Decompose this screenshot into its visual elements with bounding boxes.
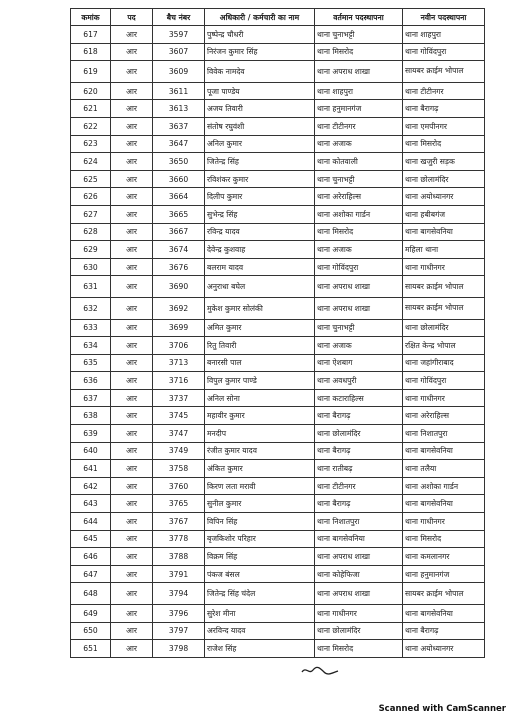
cell-serial: 644 — [71, 513, 111, 531]
cell-rank: आर — [111, 276, 153, 298]
cell-rank: आर — [111, 188, 153, 206]
cell-current-posting: थाना बागसेवनिया — [315, 530, 403, 548]
table-row — [71, 153, 485, 171]
cell-badge: 3706 — [153, 337, 205, 355]
cell-badge: 3716 — [153, 372, 205, 390]
cell-rank: आर — [111, 513, 153, 531]
cell-name: पूजा पाण्डेय — [205, 82, 315, 100]
cell-new-posting: थाना छोलामंदिर — [403, 319, 485, 337]
cell-new-posting: थाना अयोध्यानगर — [403, 188, 485, 206]
cell-new-posting: महिला थाना — [403, 241, 485, 259]
cell-name: जितेन्द्र सिंह चंदेल — [205, 583, 315, 605]
cell-current-posting: थाना अपराध शाखा — [315, 583, 403, 605]
cell-rank: आर — [111, 477, 153, 495]
cell-badge: 3737 — [153, 389, 205, 407]
cell-current-posting: थाना कोतवाली — [315, 153, 403, 171]
cell-name: राजेश सिंह — [205, 640, 315, 658]
cell-badge: 3692 — [153, 297, 205, 319]
cell-name: रितु तिवारी — [205, 337, 315, 355]
header-new-posting: नवीन पदस्थापना — [403, 9, 485, 26]
cell-badge: 3609 — [153, 61, 205, 83]
cell-new-posting: थाना बागसेवनिया — [403, 442, 485, 460]
cell-current-posting: थाना कटाराहिल्स — [315, 389, 403, 407]
cell-new-posting: सायबर क्राईम भोपाल — [403, 61, 485, 83]
cell-rank: आर — [111, 460, 153, 478]
cell-name: रविन्द्र यादव — [205, 223, 315, 241]
cell-rank: आर — [111, 319, 153, 337]
cell-rank: आर — [111, 170, 153, 188]
table-row — [71, 61, 485, 83]
cell-current-posting: थाना अजाक — [315, 337, 403, 355]
table-row — [71, 117, 485, 135]
cell-serial: 649 — [71, 605, 111, 623]
cell-badge: 3597 — [153, 26, 205, 44]
cell-badge: 3613 — [153, 100, 205, 118]
cell-new-posting: थाना अयोध्यानगर — [403, 640, 485, 658]
table-row — [71, 495, 485, 513]
cell-serial: 634 — [71, 337, 111, 355]
cell-name: संतोष रघुवंशी — [205, 117, 315, 135]
cell-badge: 3665 — [153, 205, 205, 223]
header-name: अधिकारी / कर्मचारी का नाम — [205, 9, 315, 26]
cell-badge: 3611 — [153, 82, 205, 100]
cell-name: अनिल सोना — [205, 389, 315, 407]
cell-serial: 638 — [71, 407, 111, 425]
cell-current-posting: थाना ऐशबाग — [315, 354, 403, 372]
cell-rank: आर — [111, 43, 153, 61]
cell-name: देवेन्द्र कुशवाह — [205, 241, 315, 259]
cell-badge: 3765 — [153, 495, 205, 513]
table-row — [71, 354, 485, 372]
table-row — [71, 26, 485, 44]
table-row — [71, 82, 485, 100]
cell-serial: 631 — [71, 276, 111, 298]
cell-rank: आर — [111, 82, 153, 100]
cell-current-posting: थाना बैरागढ़ — [315, 442, 403, 460]
table-row — [71, 297, 485, 319]
table-row — [71, 241, 485, 259]
cell-current-posting: थाना मिसरोद — [315, 223, 403, 241]
cell-serial: 643 — [71, 495, 111, 513]
cell-rank: आर — [111, 442, 153, 460]
cell-name: महावीर कुमार — [205, 407, 315, 425]
cell-rank: आर — [111, 241, 153, 259]
cell-serial: 625 — [71, 170, 111, 188]
cell-current-posting: थाना निशातपुरा — [315, 513, 403, 531]
cell-current-posting: थाना चुनाभट्टी — [315, 170, 403, 188]
transfer-table — [70, 8, 485, 658]
cell-new-posting: थाना कमलानगर — [403, 548, 485, 566]
cell-rank: आर — [111, 205, 153, 223]
table-row — [71, 223, 485, 241]
cell-name: अंकित कुमार — [205, 460, 315, 478]
table-row — [71, 477, 485, 495]
cell-rank: आर — [111, 117, 153, 135]
table-row — [71, 622, 485, 640]
table-row — [71, 605, 485, 623]
cell-current-posting: थाना रातीबढ़ — [315, 460, 403, 478]
cell-serial: 641 — [71, 460, 111, 478]
cell-rank: आर — [111, 223, 153, 241]
cell-current-posting: थाना अपराध शाखा — [315, 276, 403, 298]
cell-name: अनुराधा बघेल — [205, 276, 315, 298]
cell-serial: 636 — [71, 372, 111, 390]
cell-current-posting: थाना चुनाभट्टी — [315, 319, 403, 337]
cell-serial: 632 — [71, 297, 111, 319]
cell-badge: 3749 — [153, 442, 205, 460]
cell-badge: 3713 — [153, 354, 205, 372]
cell-name: सुरेश मीना — [205, 605, 315, 623]
cell-name: रंजीत कुमार यादव — [205, 442, 315, 460]
cell-current-posting: थाना अरेराहिल्स — [315, 188, 403, 206]
cell-rank: आर — [111, 61, 153, 83]
cell-serial: 651 — [71, 640, 111, 658]
cell-current-posting: थाना छोलामंदिर — [315, 425, 403, 443]
cell-serial: 645 — [71, 530, 111, 548]
cell-serial: 627 — [71, 205, 111, 223]
cell-current-posting: थाना बैरागढ़ — [315, 407, 403, 425]
cell-rank: आर — [111, 407, 153, 425]
cell-badge: 3796 — [153, 605, 205, 623]
header-rank: पद — [111, 9, 153, 26]
cell-rank: आर — [111, 297, 153, 319]
cell-current-posting: थाना टीटीनगर — [315, 477, 403, 495]
cell-new-posting: थाना बैरागढ़ — [403, 100, 485, 118]
cell-new-posting: थाना मिसरोद — [403, 135, 485, 153]
cell-badge: 3760 — [153, 477, 205, 495]
cell-rank: आर — [111, 640, 153, 658]
table-row — [71, 460, 485, 478]
cell-badge: 3788 — [153, 548, 205, 566]
cell-name: पुष्पेन्द्र चौधरी — [205, 26, 315, 44]
cell-current-posting: थाना बैरागढ़ — [315, 495, 403, 513]
cell-name: अजय तिवारी — [205, 100, 315, 118]
cell-new-posting: थाना मिसरोद — [403, 530, 485, 548]
cell-new-posting: थाना टीटीनगर — [403, 82, 485, 100]
cell-rank: आर — [111, 622, 153, 640]
table-row — [71, 372, 485, 390]
transfer-list-sheet — [70, 8, 484, 658]
cell-serial: 635 — [71, 354, 111, 372]
cell-badge: 3674 — [153, 241, 205, 259]
cell-serial: 647 — [71, 565, 111, 583]
cell-serial: 633 — [71, 319, 111, 337]
cell-badge: 3745 — [153, 407, 205, 425]
table-row — [71, 205, 485, 223]
cell-serial: 628 — [71, 223, 111, 241]
table-row — [71, 583, 485, 605]
cell-rank: आर — [111, 565, 153, 583]
cell-badge: 3758 — [153, 460, 205, 478]
cell-name: सुभेन्द्र सिंह — [205, 205, 315, 223]
cell-current-posting: थाना अपराध शाखा — [315, 548, 403, 566]
table-row — [71, 319, 485, 337]
cell-new-posting: थाना गोविंदपुरा — [403, 372, 485, 390]
cell-new-posting: सायबर क्राईम भोपाल — [403, 583, 485, 605]
table-row — [71, 170, 485, 188]
cell-serial: 626 — [71, 188, 111, 206]
table-row — [71, 513, 485, 531]
cell-rank: आर — [111, 548, 153, 566]
cell-rank: आर — [111, 135, 153, 153]
cell-current-posting: थाना अपराध शाखा — [315, 297, 403, 319]
cell-new-posting: थाना एमपीनगर — [403, 117, 485, 135]
cell-rank: आर — [111, 425, 153, 443]
cell-name: विपिन सिंह — [205, 513, 315, 531]
cell-badge: 3607 — [153, 43, 205, 61]
cell-serial: 619 — [71, 61, 111, 83]
cell-name: निरंजन कुमार सिंह — [205, 43, 315, 61]
cell-current-posting: थाना गाधीनगर — [315, 605, 403, 623]
table-row — [71, 640, 485, 658]
cell-rank: आर — [111, 337, 153, 355]
cell-name: सुनील कुमार — [205, 495, 315, 513]
table-row — [71, 530, 485, 548]
cell-new-posting: थाना हनुमानगंज — [403, 565, 485, 583]
cell-new-posting: थाना हबीबगंज — [403, 205, 485, 223]
header-badge: बैच नंबर — [153, 9, 205, 26]
cell-new-posting: थाना शाहपुरा — [403, 26, 485, 44]
cell-serial: 639 — [71, 425, 111, 443]
table-row — [71, 425, 485, 443]
cell-name: अनिल कुमार — [205, 135, 315, 153]
cell-badge: 3690 — [153, 276, 205, 298]
cell-new-posting: थाना बागसेवनिया — [403, 605, 485, 623]
cell-serial: 637 — [71, 389, 111, 407]
cell-new-posting: थाना गाधीनगर — [403, 258, 485, 276]
cell-name: बनारसी पाल — [205, 354, 315, 372]
cell-current-posting: थाना चुनाभट्टी — [315, 26, 403, 44]
cell-new-posting: सायबर क्राईम भोपाल — [403, 297, 485, 319]
cell-current-posting: थाना अशोका गार्डन — [315, 205, 403, 223]
cell-name: मनदीप — [205, 425, 315, 443]
cell-current-posting: थाना हनुमानगंज — [315, 100, 403, 118]
cell-current-posting: थाना अजाक — [315, 135, 403, 153]
table-row — [71, 337, 485, 355]
cell-serial: 646 — [71, 548, 111, 566]
cell-rank: आर — [111, 354, 153, 372]
cell-badge: 3791 — [153, 565, 205, 583]
cell-name: बलराम यादव — [205, 258, 315, 276]
table-row — [71, 258, 485, 276]
cell-new-posting: थाना बागसेवनिया — [403, 495, 485, 513]
cell-current-posting: थाना टीटीनगर — [315, 117, 403, 135]
cell-name: किरण लता मरावी — [205, 477, 315, 495]
cell-badge: 3699 — [153, 319, 205, 337]
cell-new-posting: थाना अशोका गार्डन — [403, 477, 485, 495]
cell-name: बृजकिशोर परिहार — [205, 530, 315, 548]
cell-serial: 624 — [71, 153, 111, 171]
cell-serial: 620 — [71, 82, 111, 100]
cell-current-posting: थाना अजाक — [315, 241, 403, 259]
table-row — [71, 548, 485, 566]
table-row — [71, 407, 485, 425]
cell-serial: 622 — [71, 117, 111, 135]
cell-badge: 3767 — [153, 513, 205, 531]
table-row — [71, 188, 485, 206]
scanner-watermark: Scanned with CamScanner — [378, 704, 506, 714]
cell-name: रविशंकर कुमार — [205, 170, 315, 188]
cell-badge: 3650 — [153, 153, 205, 171]
header-current-posting: वर्तमान पदस्थापना — [315, 9, 403, 26]
cell-rank: आर — [111, 258, 153, 276]
cell-rank: आर — [111, 495, 153, 513]
cell-new-posting: थाना खजुरी सड़क — [403, 153, 485, 171]
cell-rank: आर — [111, 605, 153, 623]
cell-serial: 642 — [71, 477, 111, 495]
table-row — [71, 276, 485, 298]
cell-name: मुकेश कुमार सोलंकी — [205, 297, 315, 319]
cell-current-posting: थाना मिसरोद — [315, 43, 403, 61]
cell-new-posting: थाना अरेराहिल्स — [403, 407, 485, 425]
cell-badge: 3647 — [153, 135, 205, 153]
cell-serial: 621 — [71, 100, 111, 118]
cell-serial: 640 — [71, 442, 111, 460]
table-row — [71, 565, 485, 583]
cell-badge: 3797 — [153, 622, 205, 640]
cell-new-posting: थाना तलैया — [403, 460, 485, 478]
cell-rank: आर — [111, 100, 153, 118]
cell-name: विवेक नामदेव — [205, 61, 315, 83]
cell-serial: 650 — [71, 622, 111, 640]
cell-name: अरविन्द यादव — [205, 622, 315, 640]
table-row — [71, 389, 485, 407]
cell-name: अमित कुमार — [205, 319, 315, 337]
cell-name: विक्रम सिंह — [205, 548, 315, 566]
cell-name: दिलीप कुमार — [205, 188, 315, 206]
table-body — [71, 26, 485, 658]
cell-new-posting: थाना गाधीनगर — [403, 389, 485, 407]
cell-name: विपुल कुमार पाण्डे — [205, 372, 315, 390]
cell-badge: 3637 — [153, 117, 205, 135]
cell-rank: आर — [111, 530, 153, 548]
cell-serial: 617 — [71, 26, 111, 44]
cell-new-posting: थाना बैरागढ़ — [403, 622, 485, 640]
cell-badge: 3660 — [153, 170, 205, 188]
cell-name: पंकज बंसल — [205, 565, 315, 583]
table-row — [71, 100, 485, 118]
cell-name: जितेन्द्र सिंह — [205, 153, 315, 171]
cell-serial: 629 — [71, 241, 111, 259]
cell-rank: आर — [111, 153, 153, 171]
cell-new-posting: थाना छोलामंदिर — [403, 170, 485, 188]
cell-serial: 630 — [71, 258, 111, 276]
cell-new-posting: थाना गाधीनगर — [403, 513, 485, 531]
cell-rank: आर — [111, 26, 153, 44]
cell-badge: 3794 — [153, 583, 205, 605]
cell-badge: 3778 — [153, 530, 205, 548]
cell-badge: 3798 — [153, 640, 205, 658]
cell-current-posting: थाना अपराध शाखा — [315, 61, 403, 83]
cell-badge: 3667 — [153, 223, 205, 241]
cell-badge: 3747 — [153, 425, 205, 443]
cell-current-posting: थाना शाहपुरा — [315, 82, 403, 100]
signature-mark — [300, 663, 340, 677]
cell-rank: आर — [111, 583, 153, 605]
cell-current-posting: थाना कोहेफिजा — [315, 565, 403, 583]
cell-new-posting: थाना बागसेवनिया — [403, 223, 485, 241]
cell-serial: 618 — [71, 43, 111, 61]
cell-new-posting: रक्षित केन्द्र भोपाल — [403, 337, 485, 355]
table-row — [71, 135, 485, 153]
table-row — [71, 442, 485, 460]
cell-current-posting: थाना गोविंदपुरा — [315, 258, 403, 276]
cell-new-posting: थाना निशातपुरा — [403, 425, 485, 443]
cell-current-posting: थाना छोलामंदिर — [315, 622, 403, 640]
cell-current-posting: थाना मिसरोद — [315, 640, 403, 658]
cell-rank: आर — [111, 389, 153, 407]
cell-rank: आर — [111, 372, 153, 390]
table-row — [71, 43, 485, 61]
header-serial: कमांक — [71, 9, 111, 26]
cell-serial: 623 — [71, 135, 111, 153]
cell-badge: 3664 — [153, 188, 205, 206]
cell-new-posting: सायबर क्राईम भोपाल — [403, 276, 485, 298]
cell-current-posting: थाना अवधपुरी — [315, 372, 403, 390]
cell-new-posting: थाना गोविंदपुरा — [403, 43, 485, 61]
table-header-row — [71, 9, 485, 26]
cell-badge: 3676 — [153, 258, 205, 276]
cell-new-posting: थाना जहांगीराबाद — [403, 354, 485, 372]
cell-serial: 648 — [71, 583, 111, 605]
